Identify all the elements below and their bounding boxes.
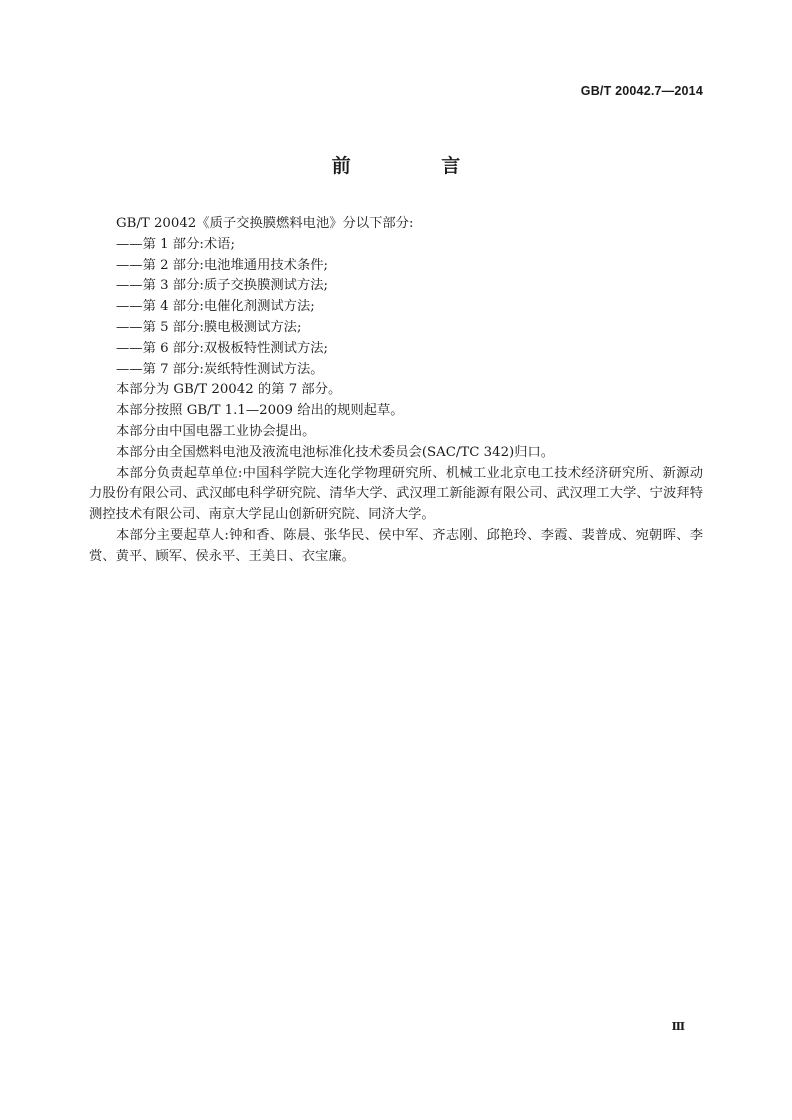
part-list-item: ——第 4 部分:电催化剂测试方法; <box>116 299 315 315</box>
main-drafters: 本部分主要起草人:钟和香、陈晨、张华民、侯中军、齐志刚、邱艳玲、李霞、裴普成、宛朝晖、李赏、黄平、顾军、侯永平、王美日、衣宝廉。 <box>89 527 703 564</box>
proposer: 本部分由中国电器工业协会提出。 <box>116 423 316 439</box>
foreword-body <box>89 214 703 568</box>
page-title: 前 言 <box>331 155 503 177</box>
drafting-rules: 本部分按照 GB/T 1.1—2009 给出的规则起草。 <box>116 403 404 419</box>
standard-code: GB/T 20042.7—2014 <box>580 84 703 98</box>
part-list-item: ——第 7 部分:炭纸特性测试方法。 <box>116 361 324 377</box>
part-list-item: ——第 1 部分:术语; <box>116 236 235 252</box>
part-list-item: ——第 6 部分:双极板特性测试方法; <box>116 340 329 356</box>
part-list-item: ——第 2 部分:电池堆通用技术条件; <box>116 257 329 273</box>
technical-committee: 本部分由全国燃料电池及液流电池标准化技术委员会(SAC/TC 342)归口。 <box>116 444 555 460</box>
drafting-units: 本部分负责起草单位:中国科学院大连化学物理研究所、机械工业北京电工技术经济研究所、新源动力股份有限公司、武汉邮电科学研究院、清华大学、武汉理工新能源有限公司、武汉理工大学、宁波拜特测控技术有限公司、南京大学昆山创新研究院、同济大学。 <box>89 465 703 523</box>
part-list-item: ——第 5 部分:膜电极测试方法; <box>116 319 302 335</box>
part-statement: 本部分为 GB/T 20042 的第 7 部分。 <box>116 382 342 398</box>
page-number: Ⅲ <box>671 1020 685 1033</box>
part-list-item: ——第 3 部分:质子交换膜测试方法; <box>116 278 329 294</box>
intro-paragraph: GB/T 20042《质子交换膜燃料电池》分以下部分: <box>116 216 414 231</box>
